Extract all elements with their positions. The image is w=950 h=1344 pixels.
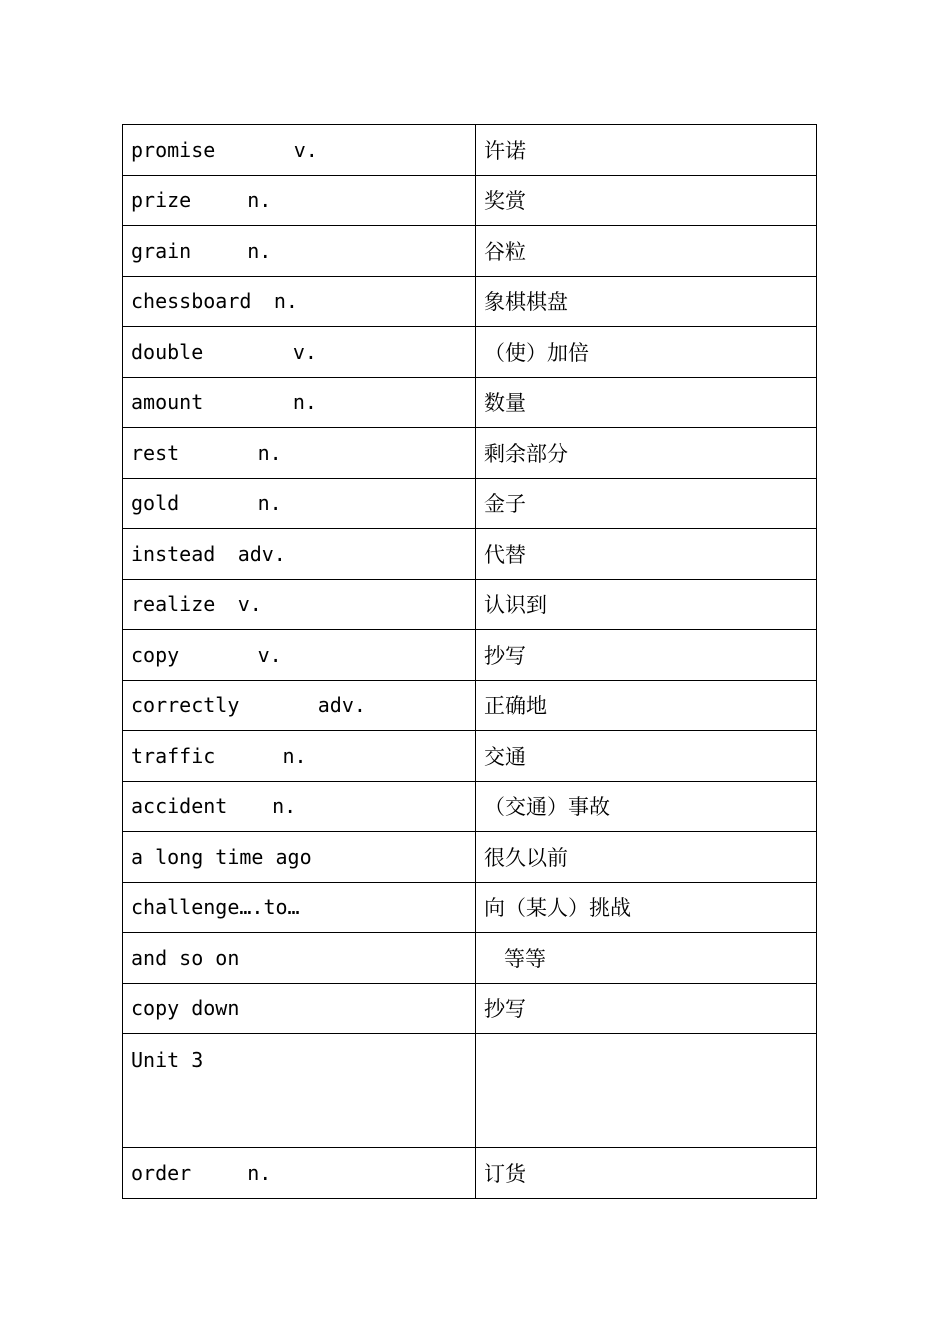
english-cell <box>123 428 476 479</box>
part-of-speech: n. <box>247 1160 272 1185</box>
english-word: amount <box>131 390 204 415</box>
chinese-meaning-cell <box>476 731 817 782</box>
chinese-meaning-cell <box>476 1148 817 1199</box>
vocab-row <box>123 882 817 933</box>
chinese-meaning: 代替 <box>484 542 526 567</box>
part-of-speech: adv. <box>237 541 286 566</box>
vocab-row <box>123 933 817 984</box>
vocabulary-table <box>122 124 817 1199</box>
vocab-row <box>123 680 817 731</box>
chinese-meaning: （使）加倍 <box>484 340 589 365</box>
english-cell <box>123 125 476 176</box>
chinese-meaning-cell <box>476 933 817 984</box>
part-of-speech: n. <box>257 491 282 516</box>
chinese-meaning: 交通 <box>484 744 526 769</box>
chinese-meaning: 许诺 <box>484 138 526 163</box>
chinese-meaning: 等等 <box>484 946 547 971</box>
english-word: order <box>131 1160 192 1185</box>
english-cell <box>123 933 476 984</box>
vocab-row <box>123 1148 817 1199</box>
part-of-speech: v. <box>292 339 317 364</box>
english-cell <box>123 175 476 226</box>
part-of-speech: n. <box>247 238 272 263</box>
english-cell <box>123 226 476 277</box>
chinese-meaning: 奖赏 <box>484 189 526 214</box>
english-word: chessboard <box>131 289 252 314</box>
chinese-meaning-cell <box>476 276 817 327</box>
chinese-meaning-cell <box>476 630 817 681</box>
english-cell <box>123 630 476 681</box>
english-word: promise <box>131 137 216 162</box>
english-word: prize <box>131 188 192 213</box>
vocab-row <box>123 1034 817 1148</box>
chinese-meaning: 剩余部分 <box>484 441 568 466</box>
english-cell <box>123 529 476 580</box>
english-cell <box>123 1034 476 1148</box>
english-cell <box>123 276 476 327</box>
chinese-meaning: 象棋棋盘 <box>484 290 568 315</box>
english-word: double <box>131 339 204 364</box>
vocab-row <box>123 983 817 1034</box>
english-cell <box>123 478 476 529</box>
chinese-meaning-cell <box>476 579 817 630</box>
english-cell <box>123 327 476 378</box>
part-of-speech: n. <box>282 743 307 768</box>
vocab-row <box>123 377 817 428</box>
chinese-meaning: 很久以前 <box>484 845 568 870</box>
english-cell <box>123 731 476 782</box>
vocab-row <box>123 226 817 277</box>
chinese-meaning-cell <box>476 327 817 378</box>
vocab-row <box>123 630 817 681</box>
chinese-meaning-cell <box>476 175 817 226</box>
chinese-meaning: 数量 <box>484 391 526 416</box>
chinese-meaning: 金子 <box>484 492 526 517</box>
part-of-speech: v. <box>293 137 318 162</box>
english-cell <box>123 983 476 1034</box>
english-cell <box>123 579 476 630</box>
english-cell <box>123 781 476 832</box>
chinese-meaning-cell <box>476 983 817 1034</box>
chinese-meaning-cell <box>476 377 817 428</box>
chinese-meaning-cell <box>476 478 817 529</box>
part-of-speech: n. <box>257 440 282 465</box>
vocab-row <box>123 175 817 226</box>
vocab-row <box>123 529 817 580</box>
vocab-row <box>123 478 817 529</box>
english-word: copy down <box>131 996 240 1021</box>
english-word: copy <box>131 642 180 667</box>
chinese-meaning: 正确地 <box>484 694 547 719</box>
vocab-row <box>123 832 817 883</box>
chinese-meaning-cell <box>476 226 817 277</box>
english-word: challenge….to… <box>131 895 300 920</box>
english-cell <box>123 680 476 731</box>
chinese-meaning: 向（某人）挑战 <box>484 896 631 921</box>
english-cell <box>123 882 476 933</box>
english-word: grain <box>131 238 192 263</box>
part-of-speech: adv. <box>317 693 366 718</box>
vocab-row <box>123 327 817 378</box>
vocab-row <box>123 276 817 327</box>
part-of-speech: n. <box>247 188 272 213</box>
english-word: instead <box>131 541 216 566</box>
chinese-meaning: 抄写 <box>484 643 526 668</box>
english-word: rest <box>131 440 180 465</box>
chinese-meaning: 认识到 <box>484 593 547 618</box>
vocab-row <box>123 781 817 832</box>
english-cell <box>123 832 476 883</box>
chinese-meaning-cell <box>476 680 817 731</box>
vocabulary-table-body <box>123 125 817 1199</box>
english-word: traffic <box>131 743 216 768</box>
part-of-speech: n. <box>292 390 317 415</box>
part-of-speech: v. <box>257 642 282 667</box>
chinese-meaning-cell <box>476 1034 817 1148</box>
part-of-speech: v. <box>237 592 262 617</box>
part-of-speech: n. <box>272 794 297 819</box>
english-word: gold <box>131 491 180 516</box>
chinese-meaning-cell <box>476 781 817 832</box>
english-word: and so on <box>131 945 240 970</box>
english-word: a long time ago <box>131 844 312 869</box>
chinese-meaning-cell <box>476 882 817 933</box>
english-cell <box>123 1148 476 1199</box>
english-word: Unit 3 <box>131 1048 204 1072</box>
chinese-meaning-cell <box>476 832 817 883</box>
chinese-meaning-cell <box>476 125 817 176</box>
english-word: accident <box>131 794 228 819</box>
vocab-row <box>123 579 817 630</box>
vocab-row <box>123 125 817 176</box>
vocab-row <box>123 428 817 479</box>
english-word: correctly <box>131 693 240 718</box>
chinese-meaning: 订货 <box>484 1161 526 1186</box>
chinese-meaning: （交通）事故 <box>484 795 610 820</box>
chinese-meaning-cell <box>476 529 817 580</box>
chinese-meaning-cell <box>476 428 817 479</box>
chinese-meaning: 抄写 <box>484 997 526 1022</box>
english-cell <box>123 377 476 428</box>
chinese-meaning: 谷粒 <box>484 239 526 264</box>
english-word: realize <box>131 592 216 617</box>
part-of-speech: n. <box>273 289 298 314</box>
vocab-row <box>123 731 817 782</box>
